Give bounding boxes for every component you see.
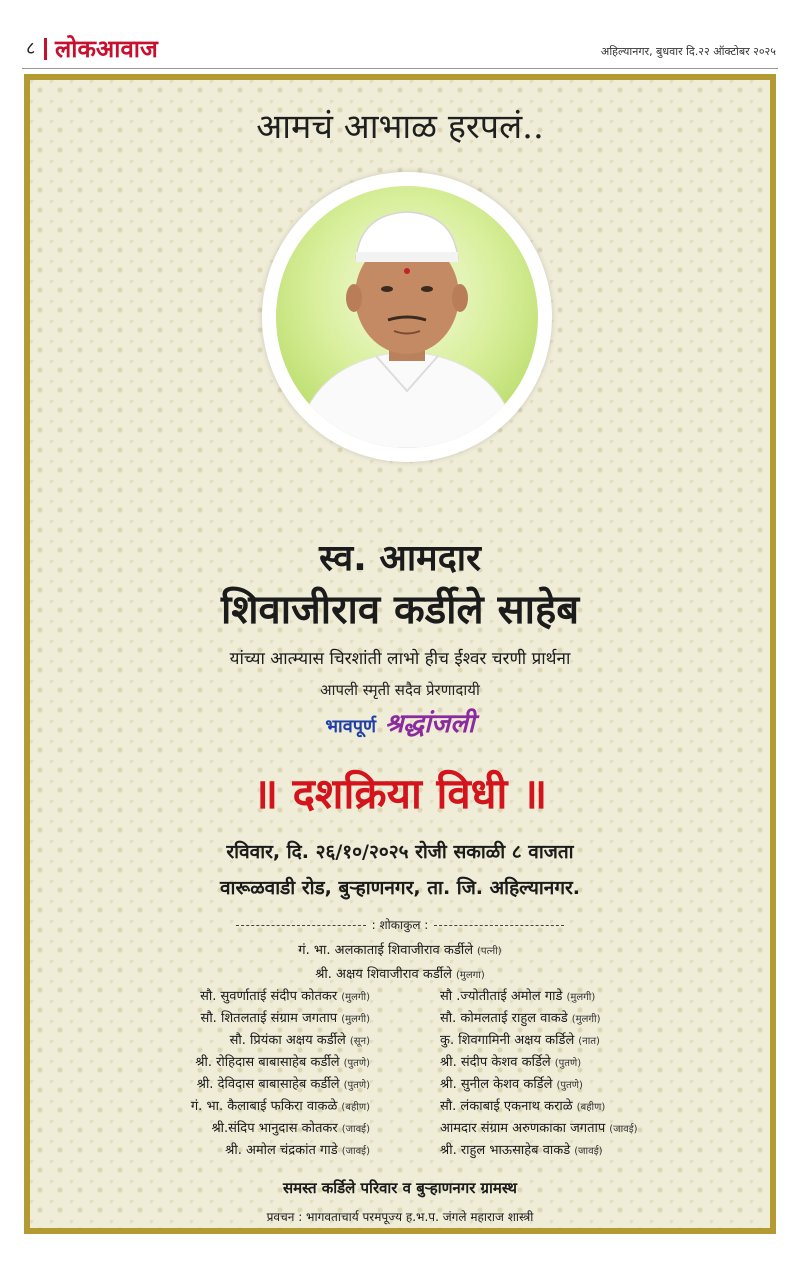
mourner-left-3: सौ. प्रियंका अक्षय कर्डीले (सून)	[229, 1033, 370, 1048]
ritual-title: ॥ दशक्रिया विधी ॥	[252, 769, 548, 818]
mourner-left-8: श्री. अमोल चंद्रकांत गाडे (जावई)	[225, 1143, 370, 1158]
mourners-left-column	[30, 986, 370, 1162]
mourners-right-column	[440, 986, 800, 1162]
mourner-right-8: श्री. राहुल भाऊसाहेब वाकडे (जावई)	[440, 1143, 603, 1158]
mourner-left-6: गं. भा. कैलाबाई फकिरा वाकळे (बहीण)	[190, 1099, 370, 1114]
divider-line-left	[236, 925, 366, 926]
mourner-left-1: सौ. सुवर्णाताई संदीप कोतकर (मुलगी)	[200, 989, 370, 1004]
mourner-left-2: सौ. शितलताई संग्राम जगताप (मुलगी)	[200, 1011, 370, 1026]
mourner-left-7: श्री.संदिप भानुदास कोतकर (जावई)	[211, 1121, 370, 1136]
mourner-right-2: सौ. कोमलताई राहुल वाकडे (मुलगी)	[440, 1011, 601, 1026]
sermon-line: प्रवचन : भागवताचार्य परमपूज्य ह.भ.प. जंगले महाराज शास्त्री	[266, 1210, 534, 1224]
mourners-columns	[30, 986, 770, 1166]
divider-line-right	[434, 925, 564, 926]
masthead-divider	[44, 38, 47, 60]
mourner-name: गं. भा. अलकाताई शिवाजीराव कर्डीले	[298, 943, 474, 958]
deceased-name: शिवाजीराव कर्डीले साहेब	[220, 587, 580, 633]
mourner-left-4: श्री. रोहिदास बाबासाहेब कर्डीले (पुतणे)	[195, 1055, 370, 1070]
portrait-frame	[262, 172, 552, 462]
mourner-right-3: कु. शिवगामिनी अक्षय कर्डिले (नात)	[440, 1033, 600, 1048]
mourner-center-2	[30, 964, 770, 982]
portrait-photo-icon	[276, 186, 538, 448]
memory-line: आपली स्मृती सदैव प्रेरणादायी	[320, 681, 480, 699]
tribute-word-2: श्रद्धांजली	[385, 709, 475, 739]
prayer-line: यांच्या आत्म्यास चिरशांती लाभो हीच ईश्वर चरणी प्रार्थना	[229, 649, 571, 669]
ritual-datetime: रविवार, दि. २६/१०/२०२५ रोजी सकाळी ८ वाजता	[226, 841, 574, 863]
masthead-rule	[22, 68, 778, 69]
ritual-venue: वारूळवाडी रोड, बुऱ्हाणनगर, ता. जि. अहिल्यानगर.	[219, 877, 581, 899]
family-signature: समस्त कर्डिले परिवार व बुऱ्हाणनगर ग्रामस्थ	[283, 1179, 517, 1197]
headline: आमचं आभाळ हरपलं..	[256, 107, 544, 147]
mourner-right-6: सौ. लंकाबाई एकनाथ कराळे (बहीण)	[440, 1099, 606, 1114]
tribute-heading	[30, 704, 770, 740]
dateline: अहिल्यानगर, बुधवार दि.२२ ऑक्टोबर २०२५	[600, 45, 776, 58]
late-title: स्व. आमदार	[319, 538, 481, 579]
tribute-word-1: भावपूर्ण	[325, 716, 376, 737]
mourner-left-5: श्री. देविदास बाबासाहेब कर्डीले (पुतणे)	[196, 1077, 370, 1092]
mourner-relation: (पत्नी)	[477, 946, 502, 957]
mourner-right-1: सौ .ज्योतीताई अमोल गाडे (मुलगी)	[440, 989, 596, 1004]
mourner-center-1	[30, 940, 770, 958]
mourner-right-4: श्री. संदीप केशव कर्डिले (पुतणे)	[440, 1055, 582, 1070]
mourner-right-7: आमदार संग्राम अरुणकाका जगताप (जावई)	[440, 1121, 638, 1136]
mourners-label: : शोकाकुल :	[371, 918, 429, 932]
obituary-advertisement	[24, 74, 776, 1234]
mourners-heading	[30, 916, 770, 933]
mourner-name: श्री. अक्षय शिवाजीराव कर्डीले	[315, 967, 452, 982]
mourner-relation: (मुलगा)	[455, 970, 485, 981]
masthead	[0, 0, 800, 70]
page-number: ८	[26, 38, 36, 59]
newspaper-logo[interactable]: लोकआवाज	[55, 35, 158, 63]
mourner-right-5: श्री. सुनील केशव कर्डिले (पुतणे)	[440, 1077, 583, 1092]
